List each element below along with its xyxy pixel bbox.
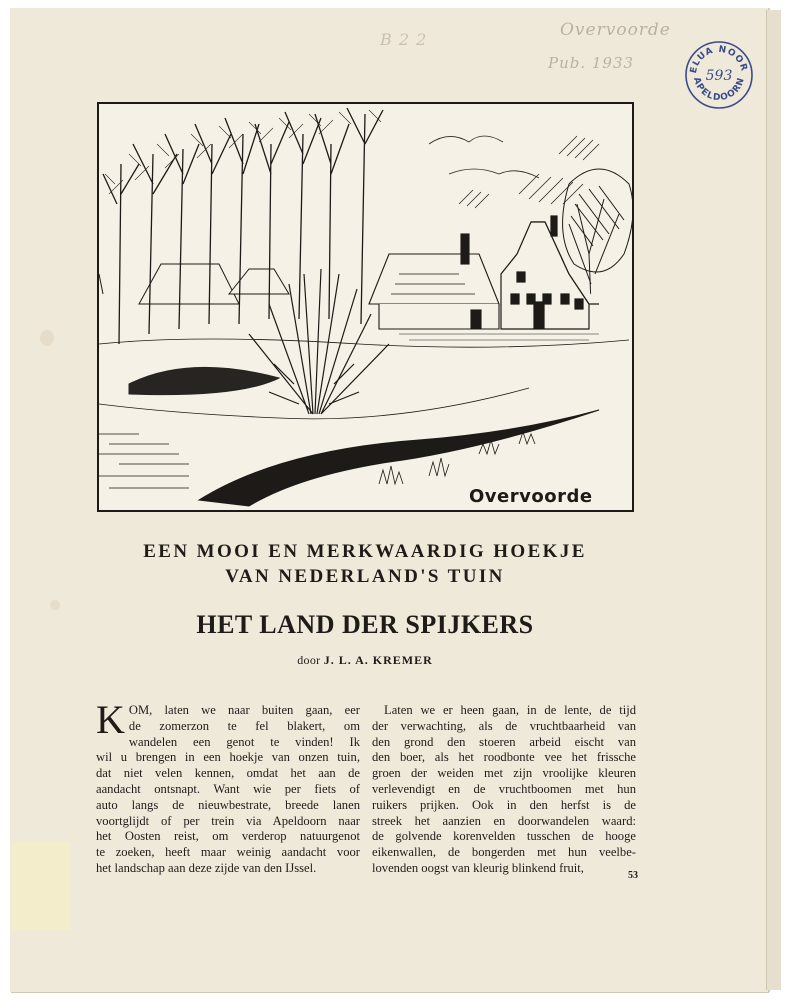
article-line: de zomerzon te fel blakert, om <box>128 718 360 733</box>
article-line: auto langs de nieuwbestrate, breede lanen <box>96 797 360 812</box>
drop-cap: K <box>96 697 125 742</box>
article-line: der verwachting, als de vruchtbaarheid van <box>372 718 636 733</box>
article-line: ruikers prijken. Ook in den herfst is de <box>372 797 636 812</box>
landscape-illustration <box>97 102 634 512</box>
article-line: de golvende korenvelden tusschen de hooge <box>372 829 636 844</box>
paper-stain <box>50 600 60 610</box>
byline-prefix: door <box>297 653 321 667</box>
heading-line-1: EEN MOOI EN MERKWAARDIG HOEKJE <box>143 541 587 562</box>
article-line: voortglijdt of per trein via Apeldoorn naar <box>96 813 360 828</box>
byline <box>200 653 530 668</box>
page-edge <box>766 10 781 990</box>
pencil-note-code: B 2 2 <box>380 30 428 49</box>
pencil-note-date: Pub. 1933 <box>548 54 635 72</box>
article-line: dat niet velen kennen, omdat het aan de <box>96 766 360 781</box>
article-line: wandelen een genot te vinden! Ik <box>128 734 360 749</box>
article-line: het Oosten reist, om verderop natuurgenot <box>96 829 360 844</box>
stamp-top-text: ELUA NOOR <box>688 44 749 75</box>
byline-author: J. L. A. KREMER <box>323 653 433 667</box>
article-line: wil u brengen in een hoekje van onzen tuin, <box>96 750 360 765</box>
stamp-number: 593 <box>705 68 733 84</box>
heading-line-2: VAN NEDERLAND'S TUIN <box>225 566 505 587</box>
article-line: OM, laten we naar buiten gaan, eer <box>128 703 360 717</box>
library-stamp <box>684 40 754 110</box>
article-line: streek het aanzien en doorwandelen waard: <box>372 813 636 828</box>
artist-signature: Overvoorde <box>469 486 593 507</box>
article-line: lovenden oogst van kleurig blinkend fruit, <box>372 860 584 875</box>
paper-stain <box>40 330 54 346</box>
tape-residue <box>12 842 70 930</box>
article-line: te zoeken, heeft maar weinig aandacht voor <box>96 845 360 860</box>
article-line: eikenwallen, de bongerden met hun veelbe- <box>372 845 636 860</box>
article-line: den boer, als het roodbonte vee het frissche <box>372 750 636 765</box>
article-column-left <box>96 697 360 877</box>
article-column-right <box>372 703 636 877</box>
article-line: het landschap aan deze zijde van den IJssel. <box>96 860 317 875</box>
article-line: verlevendigt en de vruchtboomen met hun <box>372 781 636 796</box>
stamp-bottom-text: APELDOORN <box>690 76 748 104</box>
article-line: den grond den stoeren arbeid eischt van <box>372 734 636 749</box>
article-title: HET LAND DER SPIJKERS <box>196 610 534 639</box>
page-number: 53 <box>628 870 638 881</box>
pencil-note-artist: Overvoorde <box>560 20 671 40</box>
article-line: Laten we er heen gaan, in de lente, de tijd <box>384 703 636 717</box>
article-line: groen der weiden met zijn vroolijke kleuren <box>372 766 636 781</box>
article-line: aandacht ontsnapt. Want wie per fiets of <box>96 781 360 796</box>
